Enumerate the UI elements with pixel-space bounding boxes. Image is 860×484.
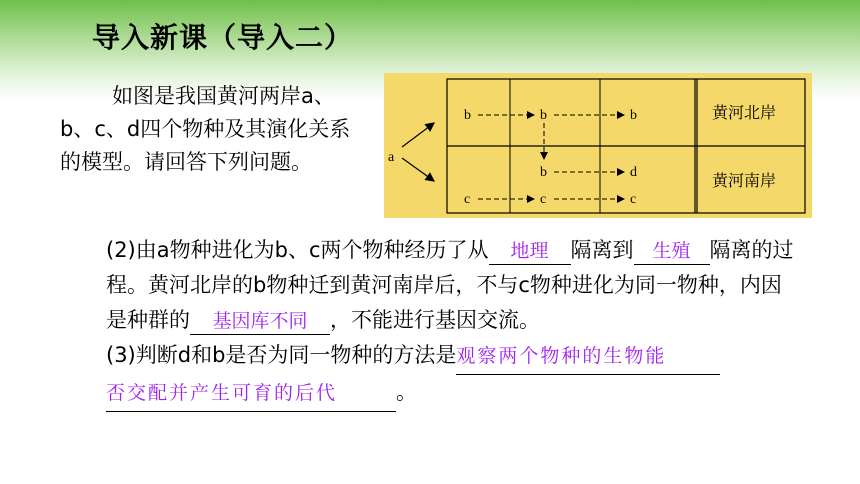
q2-answer-1: 地理 — [489, 238, 571, 265]
species-a: a — [388, 150, 395, 165]
q3-answer-part-2: 否交配并产生可育的后代 — [106, 376, 396, 412]
species-c-3: c — [630, 192, 637, 207]
species-b-1: b — [464, 108, 471, 123]
species-b-2: b — [540, 108, 547, 123]
q2-text-2: 隔离到 — [570, 238, 634, 262]
intro-text: 如图是我国黄河两岸a、b、c、d四个物种及其演化关系的模型。请回答下列问题。 — [60, 84, 351, 174]
north-bank-label: 黄河北岸 — [712, 103, 777, 122]
question-2 — [60, 233, 800, 338]
south-bank-label: 黄河南岸 — [712, 171, 777, 190]
species-c-1: c — [464, 192, 471, 207]
q3-text-end: 。 — [396, 380, 417, 404]
evolution-diagram — [384, 73, 812, 218]
q2-text-3: 隔离的过程。黄河北岸的b物种迁到黄河南岸后，不与c物种进化为同一物种，内因是种群的 — [106, 238, 794, 332]
species-d: d — [630, 165, 637, 180]
question-3 — [60, 338, 800, 412]
questions — [60, 233, 800, 412]
q2-answer-2: 生殖 — [634, 238, 710, 265]
species-b-4: b — [540, 165, 547, 180]
q3-text-1: (3)判断d和b是否为同一物种的方法是 — [106, 343, 457, 367]
q2-answer-3: 基因库不同 — [190, 308, 330, 335]
page-title: 导入新课（导入二） — [92, 21, 354, 54]
species-b-3: b — [630, 108, 637, 123]
species-c-2: c — [540, 192, 547, 207]
intro-paragraph — [60, 80, 360, 179]
q2-text-4: ，不能进行基因交流。 — [330, 308, 540, 332]
q2-text-1: (2)由a物种进化为b、c两个物种经历了从 — [106, 238, 489, 262]
q3-answer-part-1: 观察两个物种的生物能 — [456, 339, 720, 375]
